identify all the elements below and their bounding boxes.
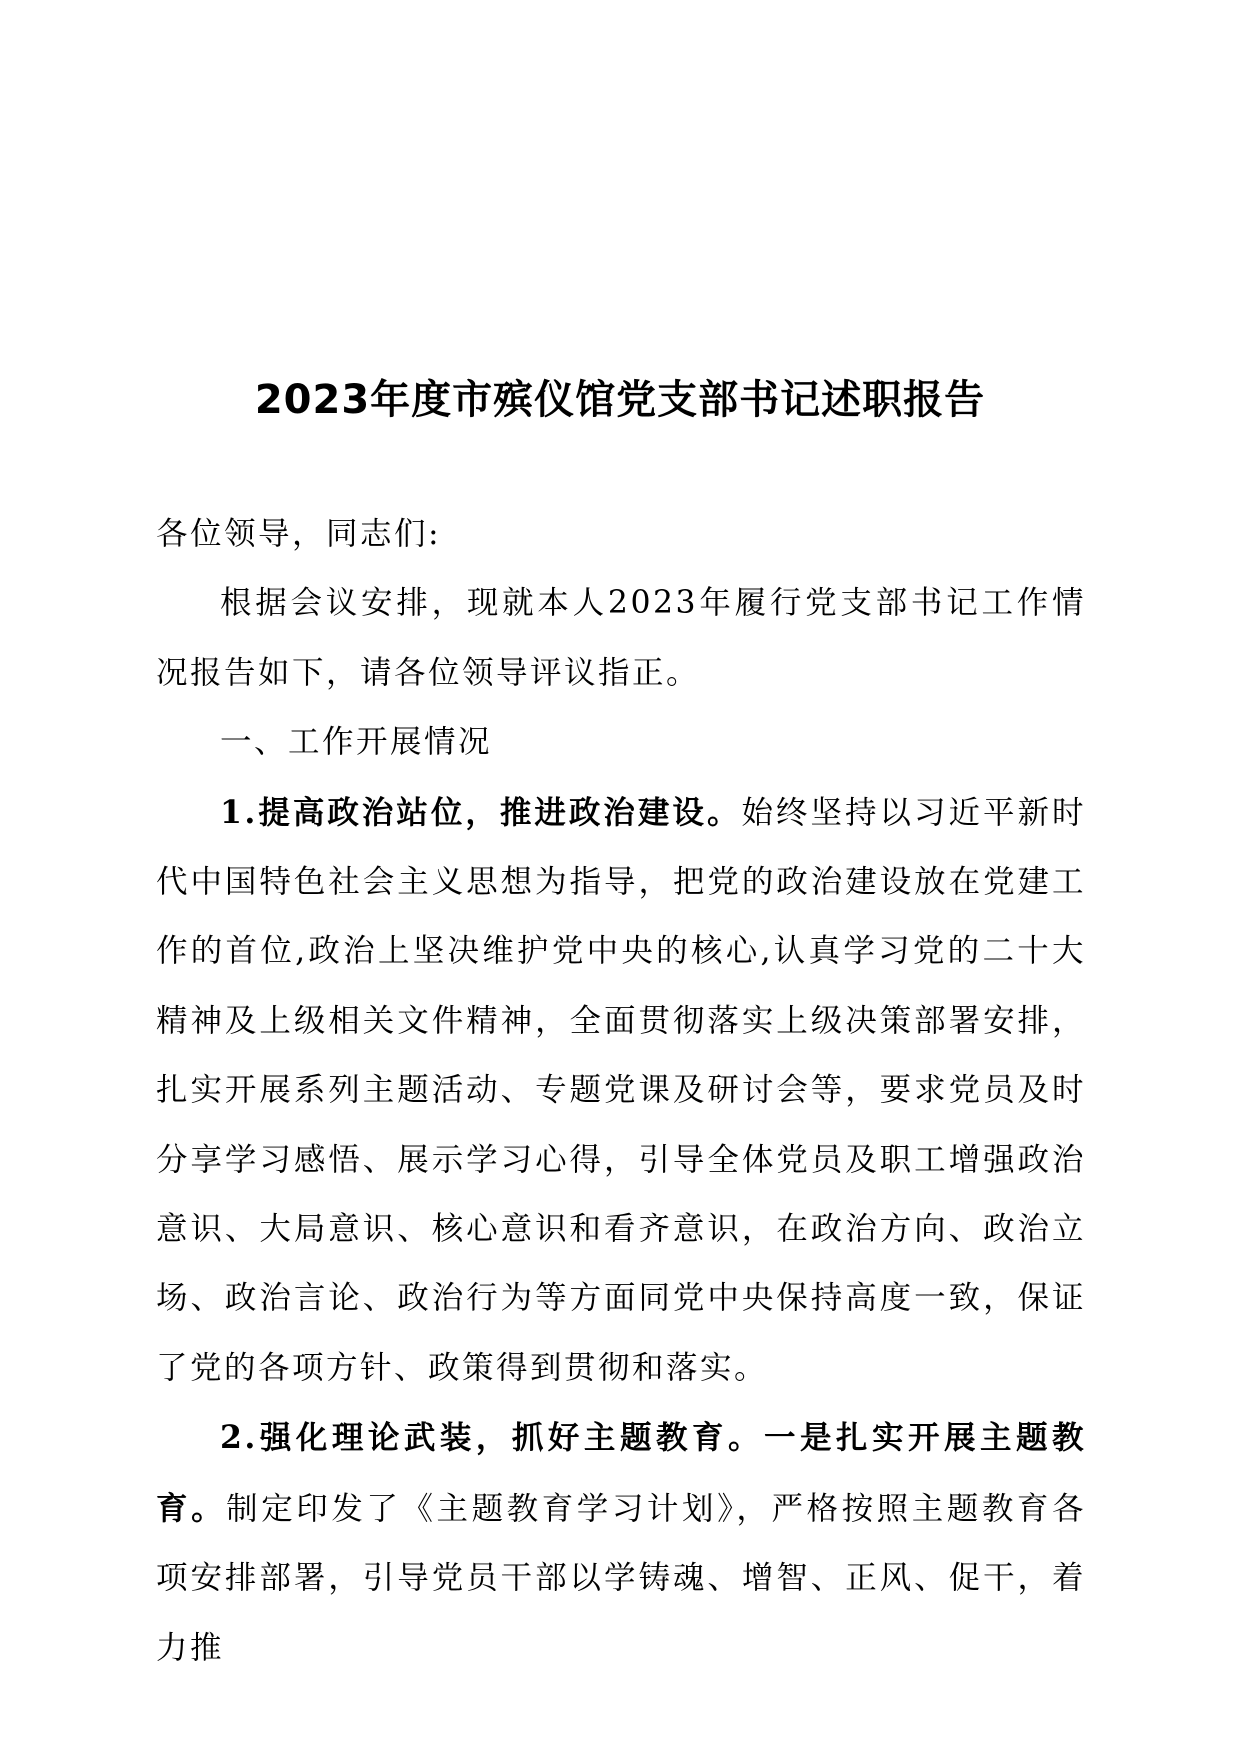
item-1-lead: 1.提高政治站位，推进政治建设。: [220, 793, 742, 831]
section-heading: 一、工作开展情况: [220, 724, 493, 761]
item-1-text: 始终坚持以习近平新时代中国特色社会主义思想为指导，把党的政治建设放在党建工作的首位,政治上坚决维护党中央的核心,认真学习党的二十大精神及上级相关文件精神，全面贯彻落实上级决策部署安排，扎实开展系列主题活动、专题党课及研讨会等，要求党员及时分享学习感悟、展示学习心得，引导全体党员及职工增强政治意识、大局意识、核心意识和看齐意识，在政治方向、政治立场、政治言论、政治行为等方面同党中央保持高度一致，保证了党的各项方针、政策得到贯彻和落实。: [156, 794, 1086, 1386]
document-title: 2023年度市殡仪馆党支部书记述职报告: [254, 377, 986, 423]
item-2-lead: 2.强化理论武装，抓好主题教育。一是扎实开展主题教育。: [156, 1419, 1086, 1527]
paragraph-item-2: [156, 1403, 1086, 1683]
salutation: 各位领导，同志们:: [156, 516, 442, 552]
document-body: [156, 500, 1086, 1683]
paragraph-item-1: [156, 778, 1086, 1404]
intro-paragraph: 根据会议安排，现就本人2023年履行党支部书记工作情况报告如下，请各位领导评议指正。: [156, 585, 1086, 691]
item-2-text: 制定印发了《主题教育学习计划》，严格按照主题教育各项安排部署，引导党员干部以学铸魂、增智、正风、促干，着力推: [156, 1490, 1086, 1666]
